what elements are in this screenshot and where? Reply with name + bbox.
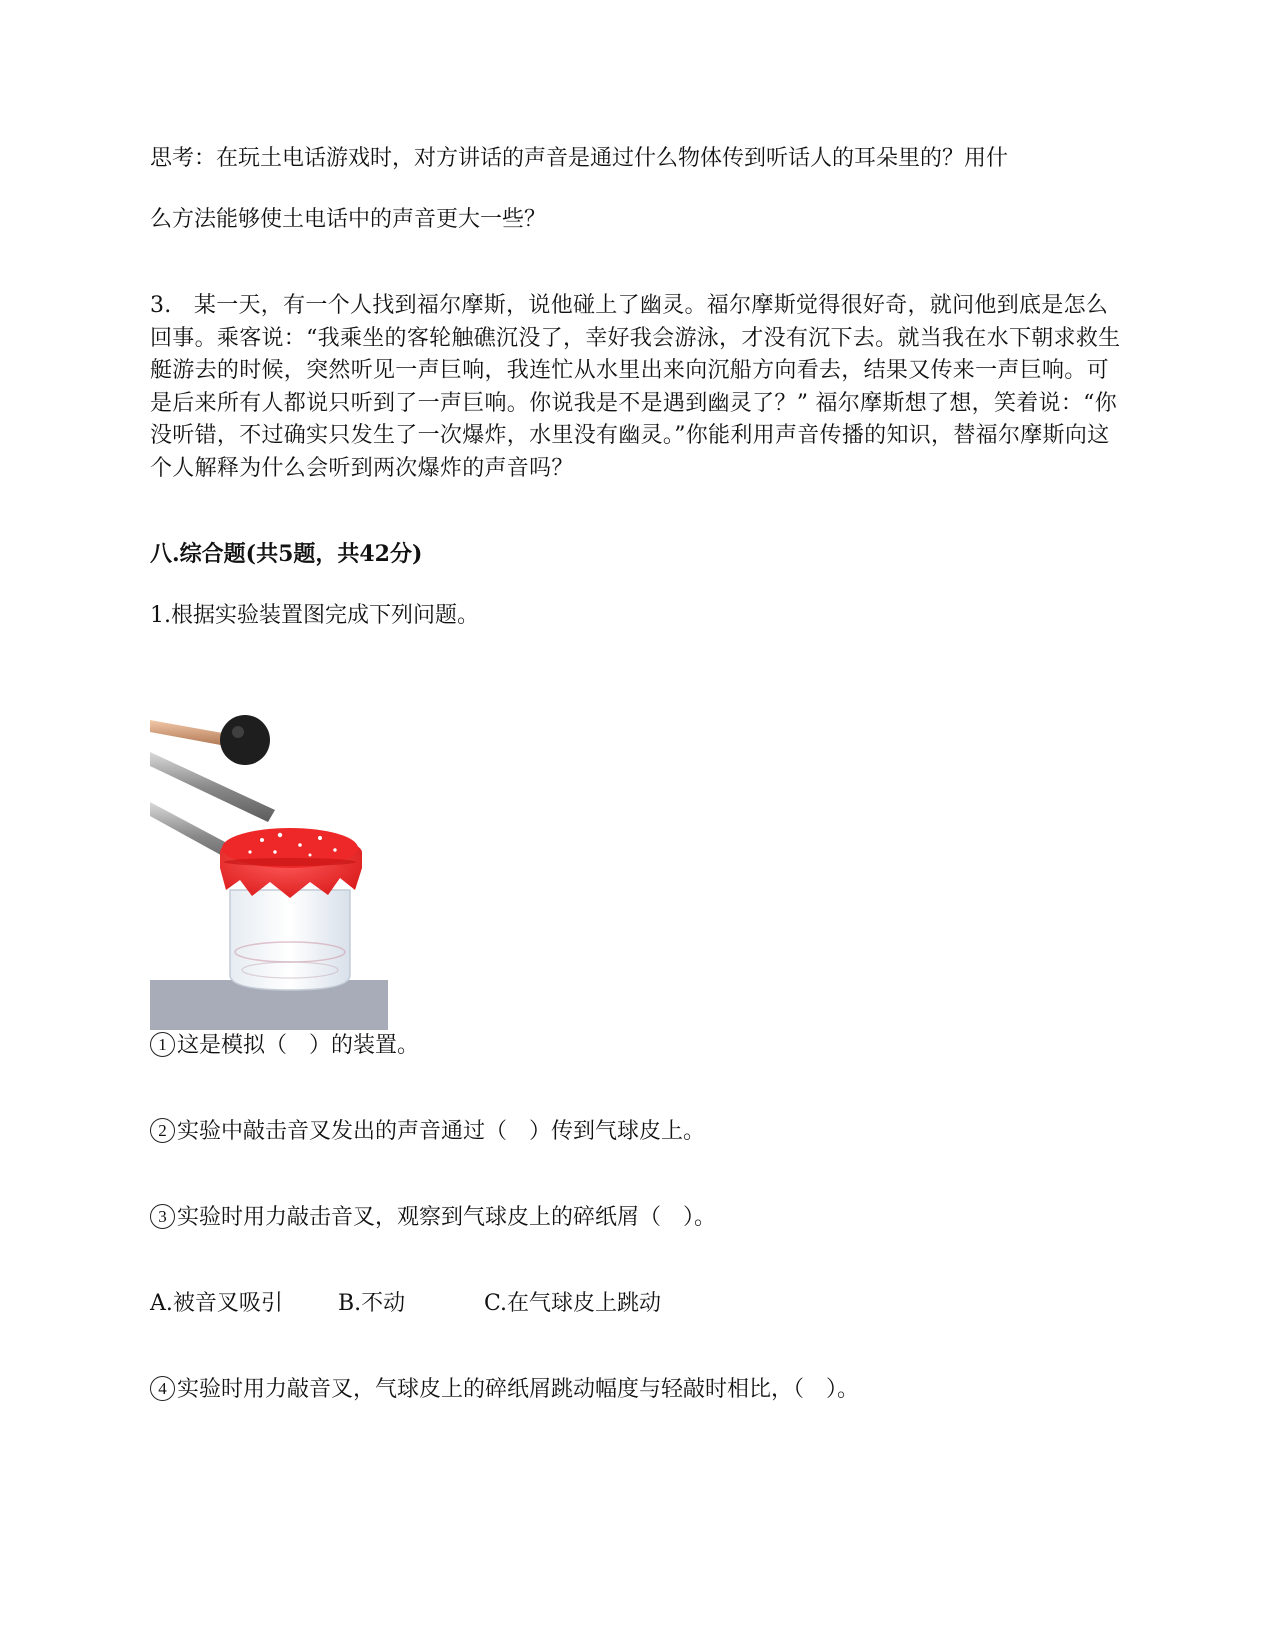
option-c: C.在气球皮上跳动	[484, 1291, 662, 1316]
mallet-head	[220, 715, 270, 765]
question-1-intro: 1.根据实验装置图完成下列问题。	[150, 603, 479, 628]
mallet-handle	[150, 720, 228, 746]
sub-question-1	[150, 1030, 419, 1062]
question-3-paragraph: 3. 某一天，有一个人找到福尔摩斯，说他碰上了幽灵。福尔摩斯觉得很好奇，就问他到底是怎么回事。乘客说：“我乘坐的客轮触礁沉没了，幸好我会游泳，才没有沉下去。就当我在水下朝求救生艇游去的时候，突然听见一声巨响，我连忙从水里出来向沉船方向看去，结果又传来一声巨响。可是后来所有人都说只听到了一声巨响。你说我是不是遇到幽灵了？” 福尔摩斯想了想，笑着说：“你没听错，不过确实只发生了一次爆炸，水里没有幽灵。”你能利用声音传播的知识，替福尔摩斯向这个人解释为什么会听到两次爆炸的声音吗？	[150, 293, 1121, 481]
think-line-1: 思考：在玩土电话游戏时，对方讲话的声音是通过什么物体传到听话人的耳朵里的？用什	[150, 146, 1009, 171]
glass-jar	[230, 890, 350, 990]
sub-question-2-text: 实验中敲击音叉发出的声音通过（ ）传到气球皮上。	[177, 1119, 706, 1144]
sub-question-2	[150, 1116, 705, 1148]
answer-options	[150, 1288, 661, 1320]
sub-question-4	[150, 1374, 859, 1406]
sub-question-4-text: 实验时用力敲音叉，气球皮上的碎纸屑跳动幅度与轻敲时相比，（ ）。	[177, 1377, 860, 1402]
option-b: B.不动	[338, 1291, 406, 1316]
tuning-fork-balloon-illustration	[150, 690, 405, 1030]
experiment-figure	[150, 690, 405, 1030]
tuning-fork-upper-prong	[150, 752, 275, 822]
circled-number-3: 3	[150, 1204, 175, 1229]
sub-question-3	[150, 1202, 716, 1234]
circled-number-2: 2	[150, 1118, 175, 1143]
circled-number-4: 4	[150, 1376, 175, 1401]
option-a: A.被音叉吸引	[150, 1291, 283, 1316]
circled-number-1: 1	[150, 1032, 175, 1057]
sub-question-1-text: 这是模拟（ ）的装置。	[177, 1033, 420, 1058]
think-line-2: 么方法能够使土电话中的声音更大一些？	[150, 207, 547, 232]
section-8-heading: 八.综合题(共5题，共42分)	[150, 541, 423, 567]
sub-question-3-text: 实验时用力敲击音叉，观察到气球皮上的碎纸屑（ ）。	[177, 1205, 717, 1230]
